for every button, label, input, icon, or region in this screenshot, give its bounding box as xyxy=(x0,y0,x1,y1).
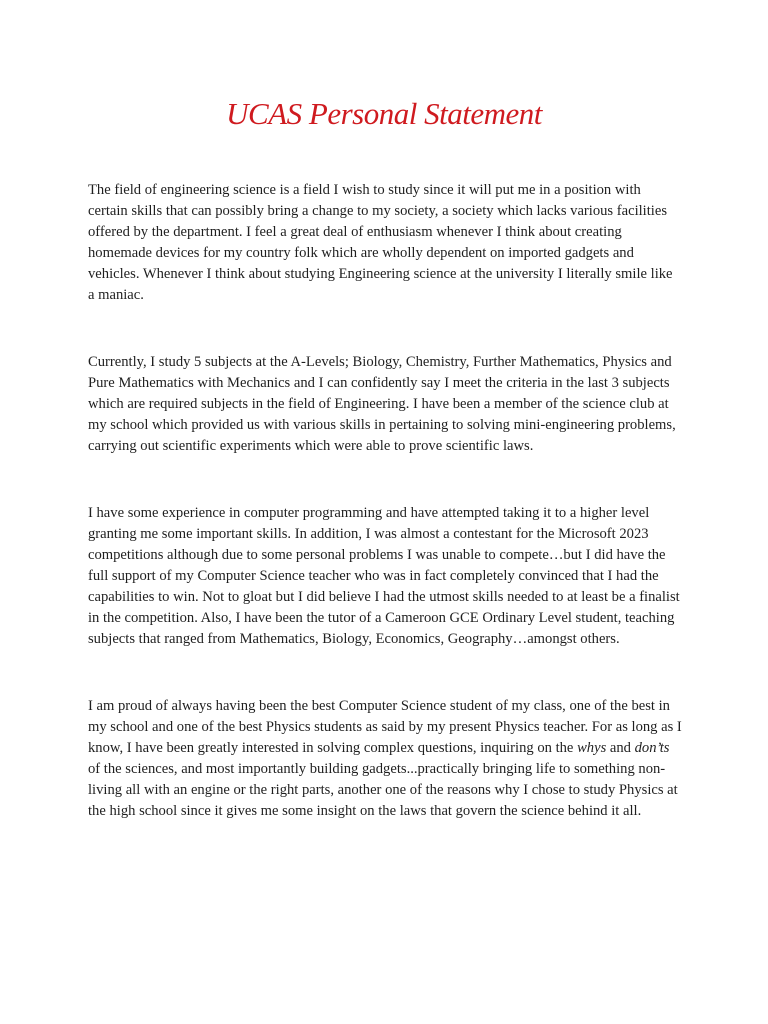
paragraph-3: I have some experience in computer programming and have attempted taking it to a higher level granting me some important skills. In addition, I was almost a contestant for the Microsoft 2023 competitions although due to some personal problems I was unable to compete…but I did have the full support of my Computer Science teacher who was in fact completely convinced that I had the capabilities to win. Not to gloat but I did believe I had the utmost skills needed to at least be a finalist in the competition. Also, I have been the tutor of a Cameroon GCE Ordinary Level student, teaching subjects that ranged from Mathematics, Biology, Economics, Geography…amongst others. xyxy=(88,505,680,647)
paragraph-4-text-between: and xyxy=(606,740,635,756)
paragraph-4-text-end: of the sciences, and most importantly building gadgets...practically bringing life to something non-living all with an engine or the right parts, another one of the reasons why I chose to study Physics at the high school since it gives me some insight on the laws that govern the science behind it all. xyxy=(88,761,678,819)
paragraph-4-text-start: I am proud of always having been the best Computer Science student of my class, one of the best in my school and one of the best Physics students as said by my present Physics teacher. For as long as I know, I have been greatly interested in solving complex questions, inquiring on the xyxy=(88,698,682,756)
paragraph-4 xyxy=(88,696,682,822)
paragraph-4-italic-donts: don’ts xyxy=(634,740,670,756)
paragraph-4-italic-whys: whys xyxy=(577,740,607,756)
document-title: UCAS Personal Statement xyxy=(226,96,542,131)
document-body xyxy=(88,180,682,822)
paragraph-2: Currently, I study 5 subjects at the A-Levels; Biology, Chemistry, Further Mathematics, Physics and Pure Mathematics with Mechanics and I can confidently say I meet the criteria in the last 3 subjects which are required subjects in the field of Engineering. I have been a member of the science club at my school which provided us with various skills in pertaining to solving mini-engineering problems, carrying out scientific experiments which were able to prove scientific laws. xyxy=(88,354,676,454)
paragraph-1: The field of engineering science is a field I wish to study since it will put me in a position with certain skills that can possibly bring a change to my society, a society which lacks various facilities offered by the department. I feel a great deal of enthusiasm whenever I think about creating homemade devices for my country folk which are wholly dependent on imported gadgets and vehicles. Whenever I think about studying Engineering science at the university I literally smile like a maniac. xyxy=(88,182,673,303)
